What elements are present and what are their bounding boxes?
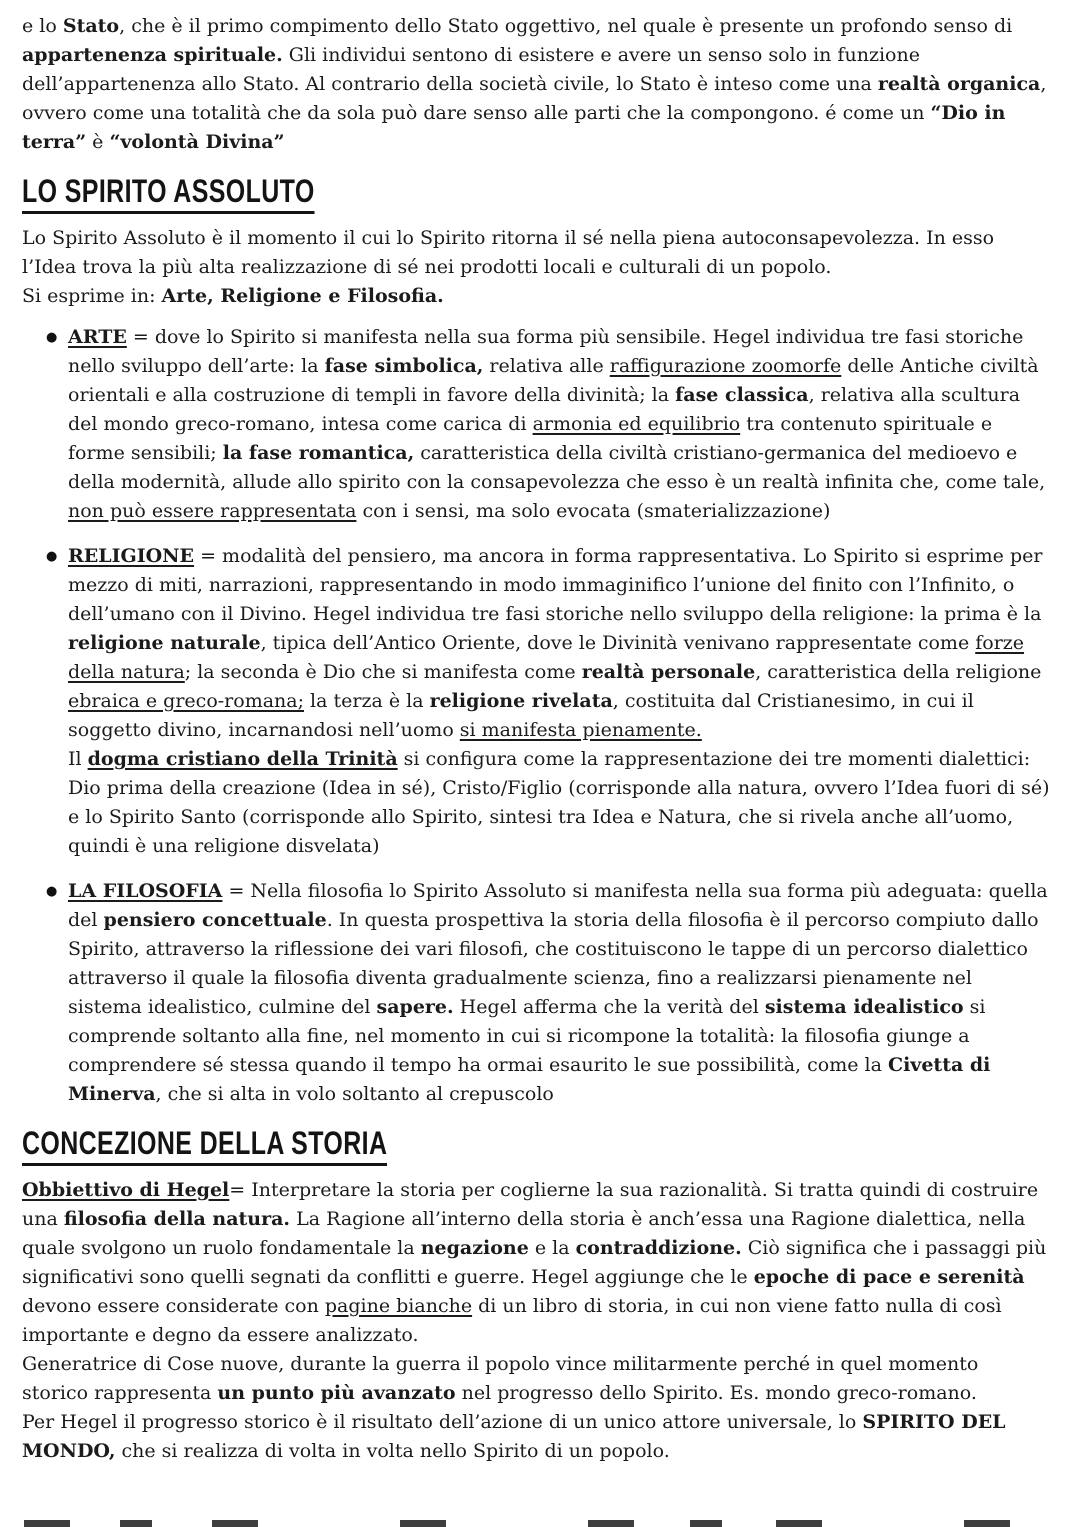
- section-heading-text: LO SPIRITO ASSOLUTO: [22, 173, 315, 214]
- bullet-item: [22, 323, 1050, 526]
- text-run: realtà organica: [877, 73, 1041, 95]
- bullet-text: [68, 877, 1050, 1109]
- bullet-text: [68, 542, 1050, 861]
- text-run: si manifesta pienamente.: [459, 718, 702, 741]
- text-run: SPIRITO DEL MONDO,: [22, 1410, 1006, 1462]
- text-run: sapere.: [376, 995, 454, 1018]
- text-run: Ciò significa che i passaggi più significativi sono quelli segnati da conflitti e guerre. Hegel aggiunge che le: [22, 1236, 1047, 1288]
- text-run: caratteristica della civiltà cristiano-germanica del medioevo e della modernità, allude allo spirito con la consapevolezza che esso è un realtà infinita che, come tale,: [68, 441, 1046, 493]
- text-run: Civetta di Minerva: [68, 1053, 991, 1105]
- text-run: filosofia della natura.: [63, 1207, 291, 1230]
- section-heading: [22, 173, 1050, 214]
- text-run: relativa alle: [483, 354, 610, 377]
- text-run: fase simbolica,: [324, 354, 484, 377]
- section-heading: [22, 1125, 1050, 1166]
- paragraph: [22, 1176, 1050, 1466]
- text-run: raffigurazione zoomorfe: [609, 354, 842, 377]
- text-run: delle Antiche civiltà orientali e alla costruzione di templi in favore della divinità; la: [68, 354, 1039, 406]
- text-run: Generatrice di Cose nuove, durante la guerra il popolo vince militarmente perché in quel momento storico rappresenta: [22, 1352, 979, 1404]
- section-heading-text: CONCEZIONE DELLA STORIA: [22, 1125, 387, 1166]
- text-run: si comprende soltanto alla fine, nel momento in cui si ricompone la totalità: la filosofia giunge a comprendere sé stessa quando il tempo ha ormai esaurito le sue possibilità, come la: [68, 995, 986, 1076]
- text-run: ; la seconda è Dio che si manifesta come: [184, 660, 582, 683]
- text-run: contraddizione.: [575, 1236, 742, 1259]
- text-run: Obbiettivo di Hegel: [22, 1178, 230, 1201]
- text-run: , relativa alla scultura del mondo greco-romano, intesa come carica di: [68, 383, 1021, 435]
- text-run: Arte, Religione e Filosofia.: [161, 284, 444, 307]
- paragraph: [22, 12, 1050, 157]
- text-run: tra contenuto spirituale e forme sensibili;: [68, 412, 993, 464]
- text-run: = dove lo Spirito si manifesta nella sua forma più sensibile. Hegel individua tre fasi storiche nello sviluppo dell’arte: la: [68, 325, 1024, 377]
- bullet-item: [22, 542, 1050, 861]
- cutoff-next-line: [24, 1520, 1046, 1527]
- text-run: epoche di pace e serenità: [753, 1265, 1025, 1288]
- text-run: e la: [528, 1236, 576, 1259]
- text-run: realtà personale: [581, 660, 756, 683]
- text-run: un punto più avanzato: [217, 1381, 456, 1404]
- text-run: si configura come la rappresentazione dei tre momenti dialettici: Dio prima della creazione (Idea in sé), Cristo/Figlio (corrisponde alla natura, ovvero l’Idea fuori di sé) e lo Spirito Santo (corrisponde allo Spirito, sintesi tra Idea e Natura, che si rivela anche all’uomo, quindi è una religione disvelata): [68, 747, 1050, 857]
- text-run: = Interpretare la storia per coglierne la sua razionalità. Si tratta quindi di costruire una: [22, 1178, 1039, 1230]
- text-run: Stato: [62, 15, 120, 37]
- text-run: forze della natura: [68, 631, 1025, 683]
- text-run: , tipica dell’Antico Oriente, dove le Divinità venivano rappresentate come: [260, 631, 976, 654]
- text-run: , che si alta in volo soltanto al crepuscolo: [155, 1082, 554, 1105]
- text-run: dogma cristiano della Trinità: [87, 747, 398, 770]
- text-run: = Nella filosofia lo Spirito Assoluto si manifesta nella sua forma più adeguata: quella del: [68, 879, 1048, 931]
- text-run: negazione: [420, 1236, 529, 1259]
- text-run: appartenenza spirituale.: [22, 44, 283, 66]
- text-run: La Ragione all’interno della storia è anch’essa una Ragione dialettica, nella quale svolgono un ruolo fondamentale la: [22, 1207, 1026, 1259]
- text-run: sistema idealistico: [764, 995, 964, 1018]
- bullet-icon: ●: [46, 883, 58, 899]
- text-run: . In questa prospettiva la storia della filosofia è il percorso compiuto dallo Spirito, attraverso la riflessione dei vari filosofi, che costituiscono le tappe di un percorso dialettico attraverso il quale la filosofia diventa gradualmente scienza, fino a realizzarsi pienamente nel sistema idealistico, culmine del: [68, 908, 1039, 1018]
- text-run: la terza è la: [304, 689, 430, 712]
- text-run: , costituita dal Cristianesimo, in cui il soggetto divino, incarnandosi nell’uomo: [68, 689, 974, 741]
- text-run: RELIGIONE: [68, 544, 195, 567]
- text-run: pensiero concettuale: [103, 908, 327, 931]
- text-run: di un libro di storia, in cui non viene fatto nulla di così importante e degno da essere analizzato.: [22, 1294, 1002, 1346]
- text-run: è: [86, 131, 110, 153]
- text-run: non può essere rappresentata: [68, 499, 357, 522]
- text-run: = modalità del pensiero, ma ancora in forma rappresentativa. Lo Spirito si esprime per mezzo di miti, narrazioni, rappresentando in modo immaginifico l’unione del finito con l’Infinito, o dell’umano con il Divino. Hegel individua tre fasi storiche nello sviluppo della religione: la prima è la: [68, 544, 1043, 625]
- text-run: Si esprime in:: [22, 284, 162, 307]
- text-run: devono essere considerate con: [22, 1294, 325, 1317]
- bullet-text: [68, 323, 1050, 526]
- text-run: , che è il primo compimento dello Stato oggettivo, nel quale è presente un profondo senso di: [119, 15, 1013, 37]
- text-run: Il: [68, 747, 88, 770]
- text-run: Hegel afferma che la verità del: [453, 995, 765, 1018]
- text-run: ebraica e greco-romana;: [68, 689, 305, 712]
- text-run: , ovvero come una totalità che da sola può dare senso alle parti che la compongono. é come un: [22, 73, 1047, 124]
- text-run: e lo: [22, 15, 63, 37]
- text-run: “Dio in terra”: [22, 102, 1006, 153]
- bullet-icon: ●: [46, 329, 58, 345]
- bullet-icon: ●: [46, 548, 58, 564]
- text-run: Per Hegel il progresso storico è il risultato dell’azione di un unico attore universale, lo: [22, 1410, 863, 1433]
- document-content: [22, 12, 1050, 1466]
- text-run: fase classica: [675, 383, 809, 406]
- text-run: Lo Spirito Assoluto è il momento il cui lo Spirito ritorna il sé nella piena autoconsapevolezza. In esso l’Idea trova la più alta realizzazione di sé nei prodotti locali e culturali di un popolo.: [22, 226, 995, 278]
- text-run: pagine bianche: [324, 1294, 473, 1317]
- text-run: religione rivelata: [429, 689, 613, 712]
- text-run: armonia ed equilibrio: [532, 412, 741, 435]
- text-run: religione naturale: [68, 631, 261, 654]
- text-run: la fase romantica,: [222, 441, 415, 464]
- text-run: LA FILOSOFIA: [68, 879, 223, 902]
- text-run: Gli individui sentono di esistere e avere un senso solo in funzione dell’appartenenza allo Stato. Al contrario della società civile, lo Stato è inteso come una: [22, 44, 920, 95]
- text-run: con i sensi, ma solo evocata (smaterializzazione): [356, 499, 831, 522]
- text-run: che si realizza di volta in volta nello Spirito di un popolo.: [115, 1439, 670, 1462]
- text-run: ARTE: [68, 325, 127, 348]
- text-run: nel progresso dello Spirito. Es. mondo greco-romano.: [455, 1381, 977, 1404]
- text-run: , caratteristica della religione: [755, 660, 1042, 683]
- text-run: “volontà Divina”: [109, 131, 285, 153]
- paragraph: [22, 224, 1050, 311]
- bullet-item: [22, 877, 1050, 1109]
